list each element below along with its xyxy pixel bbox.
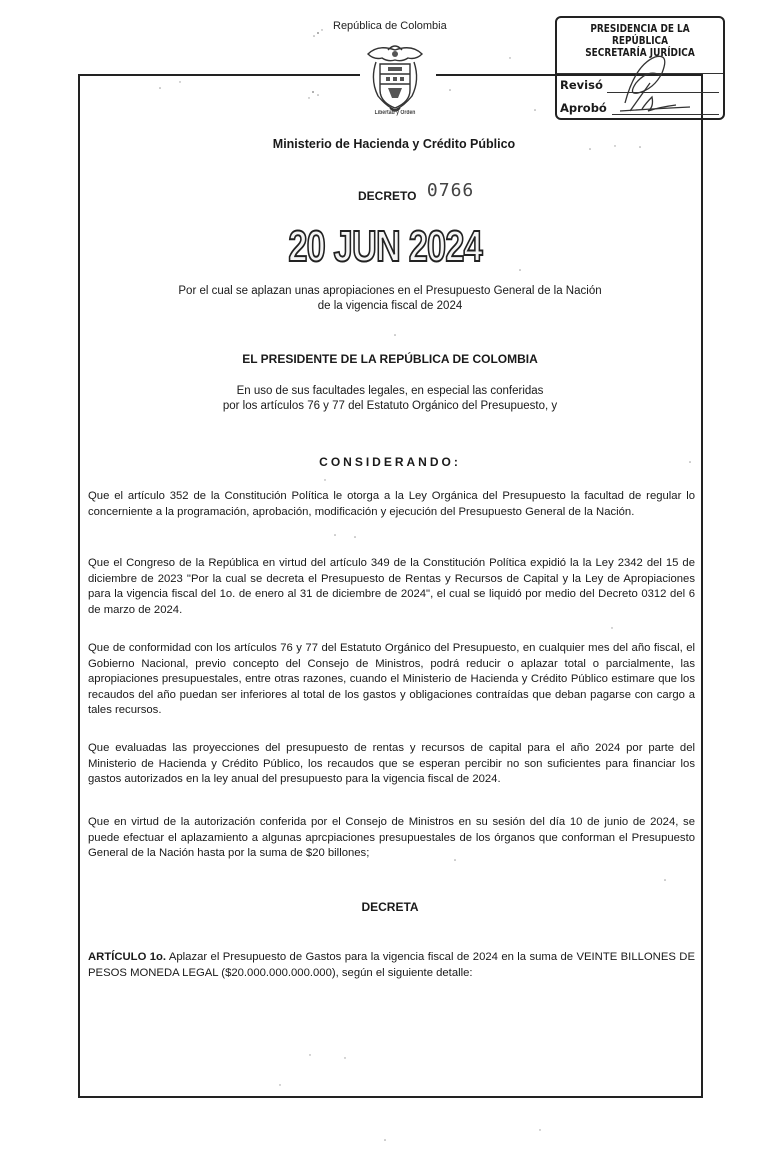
president-heading: EL PRESIDENTE DE LA REPÚBLICA DE COLOMBIA — [242, 352, 538, 366]
decree-date-stamp — [0, 222, 760, 272]
article-1-text: Aplazar el Presupuesto de Gastos para la vigencia fiscal de 2024 en la suma de VEINTE BILLONES DE PESOS MONEDA LEGAL ($20.000.000.000.000), según el siguiente detalle: — [88, 951, 695, 979]
considerando-paragraph-2: Que el Congreso de la República en virtud del artículo 349 de la Constitución Política expidió la la Ley 2342 del 15 de diciembre de 2023 "Por la cual se decreta el Presupuesto de Rentas y Recursos de Capital y la Ley de Apropiaciones para la vigencia fiscal del 1o. de enero al 31 de diciembre de 2024", el cual se liquidó por medio del Decreto 0312 del 6 de marzo de 2024. — [88, 557, 695, 616]
facultades-line2: por los artículos 76 y 77 del Estatuto Orgánico del Presupuesto, y — [222, 400, 558, 412]
article-1-label: ARTÍCULO 1o. — [88, 951, 167, 963]
considerando-paragraph-4: Que evaluadas las proyecciones del presupuesto de rentas y recursos de capital para el año 2024 por parte del Ministerio de Hacienda y Crédito Público, los recaudos que se esperan percibir no son suficientes para financiar los gastos autorizados en la ley anual del presupuesto para la vigencia fiscal de 2024. — [88, 742, 695, 785]
considerando-paragraph-3: Que de conformidad con los artículos 76 y 77 del Estatuto Orgánico del Presupuesto, en cualquier mes del año fiscal, el Gobierno Nacional, previo concepto del Consejo de Ministros, podrá reducir o aplazar total o parcialmente, las apropiaciones presupuestales, entre otras razones, cuando el Ministerio de Hacienda y Crédito Público estimare que los recaudos del año puedan ser inferiores al total de los gastos y obligaciones contraídas que deban pagarse con cargo a tales recursos. — [88, 642, 695, 716]
considerando-paragraph-5: Que en virtud de la autorización conferida por el Consejo de Ministros en su sesión del día 10 de junio de 2024, se puede efectuar el aplazamiento a algunas aprcpiaciones presupuestales de los órganos que conforman el Presupuesto General de la Nación hasta por la suma de $20 billones; — [88, 816, 695, 859]
decree-label: DECRETO — [358, 189, 417, 203]
article-1 — [88, 950, 695, 981]
stamp-line1: PRESIDENCIA DE LA REPÚBLICA — [590, 23, 690, 47]
decree-number: 0766 — [426, 180, 475, 201]
crest-motto: Libertad y Orden — [374, 110, 416, 116]
republica-heading: República de Colombia — [333, 20, 447, 32]
decree-date: 20 JUN 2024 — [288, 222, 482, 271]
coat-of-arms-icon — [358, 40, 432, 120]
facultades-line1: En uso de sus facultades legales, en especial las conferidas — [236, 385, 544, 397]
ministry-name-text: Ministerio de Hacienda y Crédito Público — [272, 137, 516, 151]
legal-powers — [80, 384, 700, 414]
decree-number-line — [358, 180, 475, 205]
stamp-aprobo-label: Aprobó — [560, 101, 607, 115]
stamp-line2: SECRETARÍA JURÍDICA — [585, 47, 695, 59]
stamp-reviso-label: Revisó — [560, 78, 603, 92]
subtitle-line1: Por el cual se aplazan unas apropiaciones en el Presupuesto General de la Nación — [178, 285, 602, 297]
decreta-heading: DECRETA — [361, 900, 419, 914]
handwritten-signature — [590, 45, 720, 115]
ministry-name — [0, 137, 760, 151]
considerando-heading: CONSIDERANDO: — [319, 455, 461, 469]
considerando-paragraph-1: Que el artículo 352 de la Constitución Política le otorga a la Ley Orgánica del Presupuesto la facultad de regular lo concerniente a la programación, aprobación, modificación y ejecución del Presupuesto General de la Nación. — [88, 490, 695, 518]
decree-subtitle — [80, 284, 700, 314]
subtitle-line2: de la vigencia fiscal de 2024 — [317, 300, 463, 312]
